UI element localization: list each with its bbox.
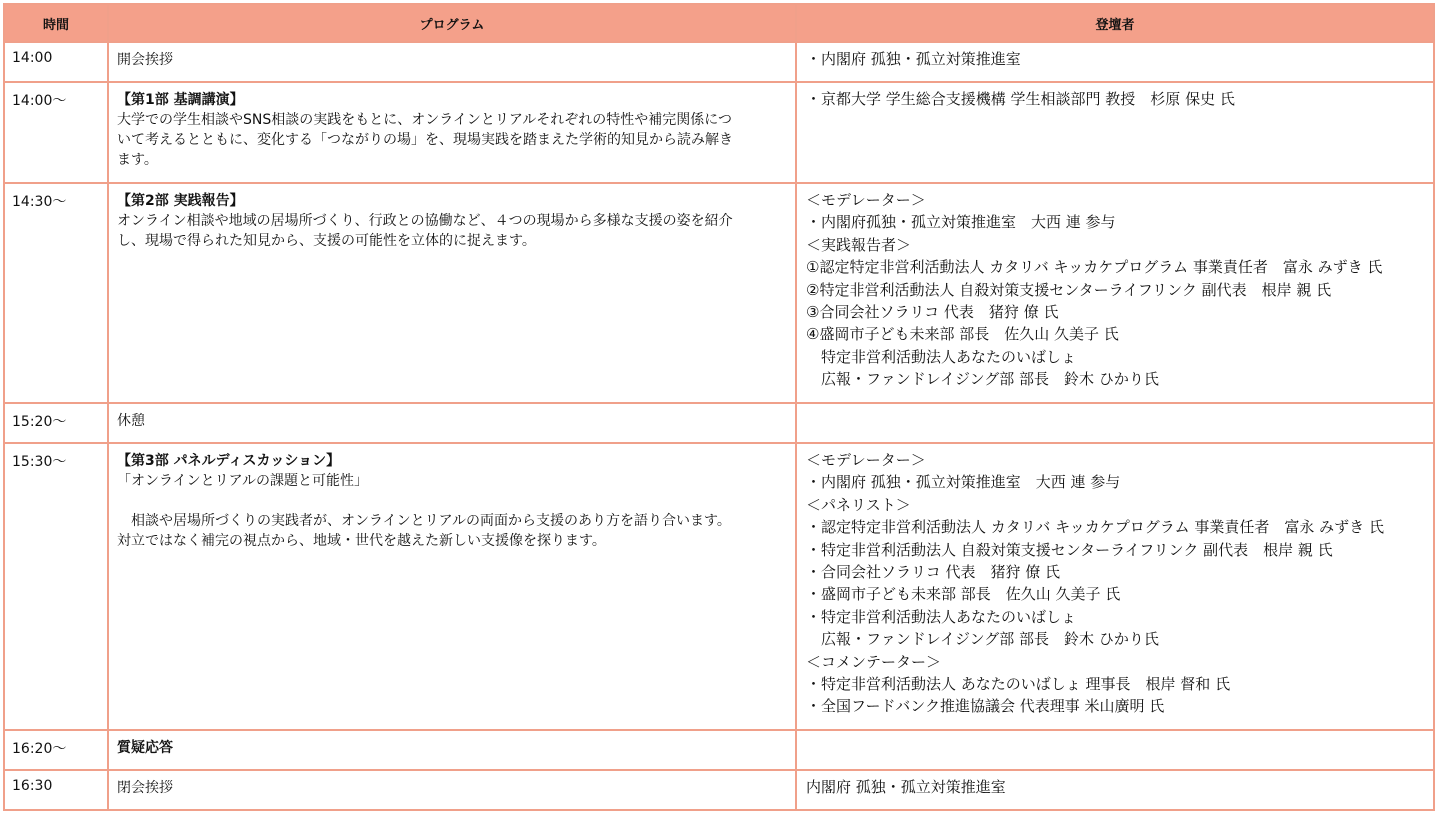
speaker-line: ・内閣府 孤独・孤立対策推進室 [806, 50, 1021, 68]
table-header-row [4, 4, 1434, 42]
speaker-line: ＜パネリスト＞ [806, 495, 911, 514]
table-row [4, 82, 1434, 183]
speakers-cell [796, 403, 1434, 443]
program-description [117, 211, 787, 251]
header-time: 時間 [4, 4, 108, 42]
description-line: オンライン相談や地域の居場所づくり、行政との協働など、４つの現場から多様な支援の姿を紹介 [117, 213, 733, 229]
speakers-cell [796, 183, 1434, 403]
speaker-line: ・京都大学 学生総合支援機構 学生相談部門 教授 杉原 保史 氏 [806, 90, 1235, 108]
program-description [117, 110, 787, 170]
speaker-line: 広報・ファンドレイジング部 部長 鈴木 ひかり氏 [806, 370, 1159, 389]
program-text: 休憩 [117, 413, 145, 429]
speaker-line: ・内閣府孤独・孤立対策推進室 大西 連 参与 [806, 213, 1116, 232]
program-cell [108, 443, 796, 730]
description-line: ます。 [117, 152, 158, 168]
table-row [4, 403, 1434, 443]
speaker-line: 内閣府 孤独・孤立対策推進室 [806, 778, 1006, 796]
speaker-line: ③合同会社ソラリコ 代表 猪狩 僚 氏 [806, 303, 1059, 322]
speaker-line: ④盛岡市子ども未来部 部長 佐久山 久美子 氏 [806, 325, 1119, 344]
speaker-line: ・盛岡市子ども未来部 部長 佐久山 久美子 氏 [806, 585, 1121, 604]
speaker-line: ・特定非営利活動法人あなたのいばしょ [806, 607, 1077, 626]
speaker-line: ＜コメンテーター＞ [806, 652, 942, 671]
speaker-line: ・合同会社ソラリコ 代表 猪狩 僚 氏 [806, 563, 1061, 582]
speaker-line: ・内閣府 孤独・孤立対策推進室 大西 連 参与 [806, 473, 1121, 492]
speakers-cell [796, 82, 1434, 183]
program-cell [108, 183, 796, 403]
speakers-cell [796, 443, 1434, 730]
speaker-line: ・認定特定非営利活動法人 カタリバ キッカケプログラム 事業責任者 富永 みずき 氏 [806, 518, 1384, 537]
speaker-line: ・特定非営利活動法人 あなたのいばしょ 理事長 根岸 督和 氏 [806, 675, 1231, 694]
speaker-line: ・全国フードバンク推進協議会 代表理事 米山廣明 氏 [806, 697, 1165, 716]
speaker-line: ＜実践報告者＞ [806, 235, 912, 254]
speaker-line: ＜モデレーター＞ [806, 451, 926, 469]
time-cell: 14:00 [4, 42, 108, 82]
time-cell: 16:20〜 [4, 730, 108, 770]
time-cell: 14:30〜 [4, 183, 108, 403]
program-title: 【第3部 パネルディスカッション】 [117, 453, 341, 469]
program-schedule-table [3, 3, 1435, 811]
description-line: 大学での学生相談やSNS相談の実践をもとに、オンラインとリアルそれぞれの特性や補完関係につ [117, 112, 732, 128]
speakers-cell [796, 770, 1434, 810]
header-program: プログラム [108, 4, 796, 42]
header-speakers: 登壇者 [796, 4, 1434, 42]
program-cell [108, 82, 796, 183]
table-row [4, 443, 1434, 730]
speakers-cell [796, 730, 1434, 770]
program-description [117, 511, 787, 551]
table-row [4, 730, 1434, 770]
description-line: し、現場で得られた知見から、支援の可能性を立体的に捉えます。 [117, 233, 536, 249]
description-line: 対立ではなく補完の視点から、地域・世代を越えた新しい支援像を探ります。 [117, 533, 606, 549]
program-text: 閉会挨拶 [117, 780, 173, 796]
description-line: いて考えるとともに、変化する「つながりの場」を、現場実践を踏まえた学術的知見から読み解き [117, 132, 733, 148]
speaker-line: ①認定特定非営利活動法人 カタリバ キッカケプログラム 事業責任者 富永 みずき 氏 [806, 258, 1383, 277]
program-cell [108, 730, 796, 770]
program-cell [108, 42, 796, 82]
speaker-line: 広報・ファンドレイジング部 部長 鈴木 ひかり氏 [806, 630, 1159, 649]
time-cell: 15:30〜 [4, 443, 108, 730]
table-row [4, 183, 1434, 403]
speaker-line: ②特定非営利活動法人 自殺対策支援センターライフリンク 副代表 根岸 親 氏 [806, 280, 1332, 299]
spacer [117, 491, 787, 511]
table-row [4, 42, 1434, 82]
time-cell: 14:00〜 [4, 82, 108, 183]
program-title: 質疑応答 [117, 740, 173, 756]
program-subtitle: 「オンラインとリアルの課題と可能性」 [117, 473, 369, 489]
time-cell: 16:30 [4, 770, 108, 810]
speaker-line: 特定非営利活動法人あなたのいばしょ [806, 347, 1077, 366]
speakers-cell [796, 42, 1434, 82]
time-cell: 15:20〜 [4, 403, 108, 443]
speaker-line: ＜モデレーター＞ [806, 191, 926, 209]
program-cell [108, 403, 796, 443]
program-title: 【第1部 基調講演】 [117, 92, 244, 108]
table-row [4, 770, 1434, 810]
program-text: 開会挨拶 [117, 52, 173, 68]
program-cell [108, 770, 796, 810]
program-title: 【第2部 実践報告】 [117, 193, 244, 209]
description-line: 相談や居場所づくりの実践者が、オンラインとリアルの両面から支援のあり方を語り合います。 [117, 513, 731, 529]
speaker-line: ・特定非営利活動法人 自殺対策支援センターライフリンク 副代表 根岸 親 氏 [806, 540, 1333, 559]
